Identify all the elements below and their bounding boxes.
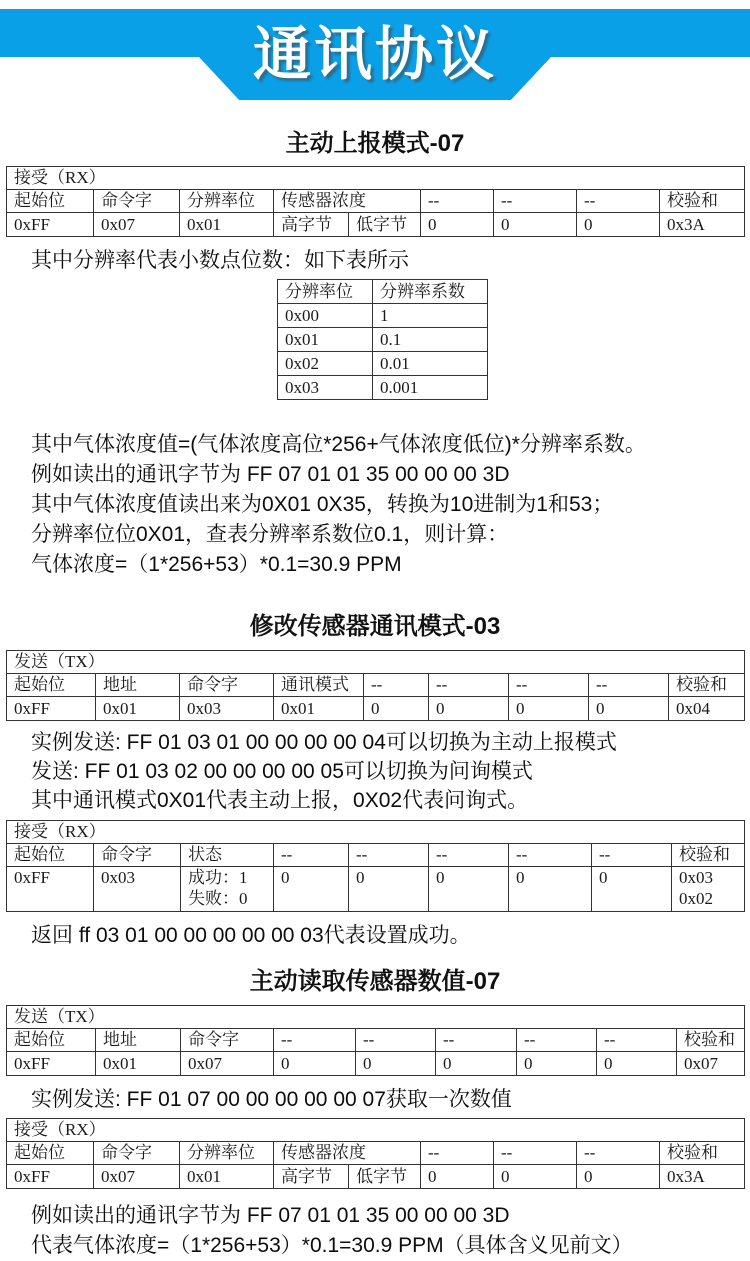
header-cell: -- [356, 1029, 436, 1052]
value-cell: 0 [429, 867, 509, 912]
value-cell: 0 [429, 697, 509, 721]
header-cell: -- [349, 844, 429, 867]
status-line: 失败：0 [188, 889, 248, 908]
value-cell: 0 [421, 1165, 494, 1189]
header-cell: 命令字 [181, 1029, 274, 1052]
value-cell: 0x01 [180, 1165, 274, 1189]
checksum-line: 0x03 [679, 868, 713, 887]
value-cell: 0 [509, 867, 592, 912]
header-cell: -- [517, 1029, 597, 1052]
header-cell: -- [589, 674, 669, 697]
value-cell: 0 [494, 213, 577, 237]
header-cell: 传感器浓度 [274, 1142, 421, 1165]
header-cell: -- [429, 844, 509, 867]
header-cell: 起始位 [7, 190, 94, 213]
header-cell: 分辨率位 [278, 280, 373, 304]
header-cell: 校验和 [660, 1142, 745, 1165]
header-cell: 命令字 [94, 190, 180, 213]
table-caption: 发送（TX） [7, 651, 745, 674]
section2-title: 修改传感器通讯模式-03 [249, 613, 501, 640]
value-cell: 0x03 [278, 376, 373, 400]
header-cell: 命令字 [94, 844, 181, 867]
section3-tx-table [6, 1005, 745, 1076]
value-cell: 0x00 [278, 304, 373, 328]
section2-note: 返回 ff 03 01 00 00 00 00 00 03代表设置成功。 [31, 924, 471, 947]
header-cell: -- [509, 844, 592, 867]
value-cell: 0x07 [94, 1165, 180, 1189]
header-cell: 校验和 [672, 844, 745, 867]
value-cell: 0x04 [669, 697, 745, 721]
value-cell: 0xFF [7, 1165, 94, 1189]
value-cell: 0 [577, 1165, 660, 1189]
header-cell: 通讯模式 [274, 674, 364, 697]
value-cell: 0xFF [7, 867, 94, 912]
value-cell: 0x3A [660, 1165, 745, 1189]
value-cell: 0 [274, 1052, 356, 1076]
header-cell: -- [436, 1029, 517, 1052]
resolution-note: 其中分辨率代表小数点位数：如下表所示 [31, 249, 409, 272]
value-cell: 0x3A [660, 213, 745, 237]
value-cell: 1 [373, 304, 488, 328]
value-cell: 0.001 [373, 376, 488, 400]
section1-title: 主动上报模式-07 [285, 130, 465, 157]
body-line: 其中气体浓度值读出来为0X01 0X35，转换为10进制为1和53； [31, 493, 614, 516]
value-cell: 0 [494, 1165, 577, 1189]
header-cell: -- [494, 190, 577, 213]
section3-note: 实例发送: FF 01 07 00 00 00 00 00 07获取一次数值 [31, 1088, 512, 1111]
section2-tx-table [6, 650, 745, 721]
header-cell: -- [364, 674, 429, 697]
header-cell: 起始位 [7, 674, 96, 697]
value-cell: 0x01 [278, 328, 373, 352]
body-line: 发送: FF 01 03 02 00 00 00 00 05可以切换为问询模式 [31, 760, 533, 783]
status-cell [181, 867, 274, 912]
value-cell: 0.01 [373, 352, 488, 376]
section1-rx-table [6, 166, 745, 237]
table-caption: 接受（RX） [7, 1119, 745, 1142]
section2-rx-table [6, 820, 745, 912]
section3-paragraph [31, 1201, 750, 1261]
body-line: 分辨率位位0X01，查表分辨率系数位0.1，则计算： [31, 523, 509, 546]
header-cell: 命令字 [94, 1142, 180, 1165]
table-caption: 接受（RX） [7, 821, 745, 844]
value-cell: 0x02 [278, 352, 373, 376]
header-cell: 分辨率位 [180, 190, 274, 213]
header-cell: -- [597, 1029, 677, 1052]
value-cell: 0 [577, 213, 660, 237]
header-cell: 地址 [96, 1029, 181, 1052]
header-cell: -- [577, 190, 660, 213]
value-cell: 高字节 [274, 213, 349, 237]
body-line: 代表气体浓度=（1*256+53）*0.1=30.9 PPM（具体含义见前文） [31, 1234, 633, 1257]
header-cell: 地址 [96, 674, 180, 697]
value-cell: 0xFF [7, 697, 96, 721]
value-cell: 0 [597, 1052, 677, 1076]
value-cell: 0.1 [373, 328, 488, 352]
header-cell: -- [577, 1142, 660, 1165]
header-cell: -- [274, 1029, 356, 1052]
value-cell: 低字节 [349, 1165, 421, 1189]
page-title: 通讯协议 [252, 22, 497, 87]
checksum-cell [672, 867, 745, 912]
checksum-line: 0x02 [679, 889, 713, 908]
header-cell: -- [509, 674, 589, 697]
resolution-table [277, 279, 488, 400]
header-cell: -- [421, 190, 494, 213]
value-cell: 0 [517, 1052, 597, 1076]
value-cell: 0x01 [96, 697, 180, 721]
body-line: 例如读出的通讯字节为 FF 07 01 01 35 00 00 00 3D [31, 1204, 510, 1227]
header-cell: 状态 [181, 844, 274, 867]
value-cell: 0x07 [181, 1052, 274, 1076]
header-cell: 起始位 [7, 1142, 94, 1165]
header-cell: 命令字 [180, 674, 274, 697]
body-line: 例如读出的通讯字节为 FF 07 01 01 35 00 00 00 3D [31, 463, 510, 486]
header-cell: 起始位 [7, 1029, 96, 1052]
table-caption: 发送（TX） [7, 1006, 745, 1029]
value-cell: 0 [436, 1052, 517, 1076]
header-cell: -- [592, 844, 672, 867]
section3-title: 主动读取传感器数值-07 [249, 968, 501, 995]
header-cell: 起始位 [7, 844, 94, 867]
value-cell: 0 [589, 697, 669, 721]
value-cell: 0 [274, 867, 349, 912]
body-line: 实例发送: FF 01 03 01 00 00 00 00 04可以切换为主动上报模式 [31, 731, 617, 754]
value-cell: 0 [421, 213, 494, 237]
value-cell: 0 [356, 1052, 436, 1076]
value-cell: 0x03 [94, 867, 181, 912]
value-cell: 0x07 [677, 1052, 745, 1076]
value-cell: 0 [349, 867, 429, 912]
header-cell: -- [429, 674, 509, 697]
header-cell: -- [274, 844, 349, 867]
value-cell: 0 [509, 697, 589, 721]
banner [0, 9, 750, 100]
header-cell: 分辨率系数 [373, 280, 488, 304]
status-line: 成功：1 [188, 868, 248, 887]
header-cell: 校验和 [660, 190, 745, 213]
body-line: 气体浓度=（1*256+53）*0.1=30.9 PPM [31, 553, 402, 576]
header-cell: 分辨率位 [180, 1142, 274, 1165]
body-line: 其中气体浓度值=(气体浓度高位*256+气体浓度低位)*分辨率系数。 [31, 433, 646, 456]
header-cell: -- [421, 1142, 494, 1165]
table-caption: 接受（RX） [7, 167, 745, 190]
header-cell: 校验和 [669, 674, 745, 697]
value-cell: 低字节 [349, 213, 421, 237]
section1-paragraph [31, 430, 750, 580]
section2-paragraph [31, 728, 750, 815]
header-cell: 校验和 [677, 1029, 745, 1052]
value-cell: 0x01 [274, 697, 364, 721]
section3-rx-table [6, 1118, 745, 1189]
value-cell: 0x03 [180, 697, 274, 721]
header-cell: -- [494, 1142, 577, 1165]
value-cell: 0x01 [96, 1052, 181, 1076]
body-line: 其中通讯模式0X01代表主动上报，0X02代表问询式。 [31, 789, 529, 812]
value-cell: 0xFF [7, 213, 94, 237]
value-cell: 高字节 [274, 1165, 349, 1189]
value-cell: 0 [364, 697, 429, 721]
value-cell: 0 [592, 867, 672, 912]
value-cell: 0xFF [7, 1052, 96, 1076]
value-cell: 0x07 [94, 213, 180, 237]
header-cell: 传感器浓度 [274, 190, 421, 213]
value-cell: 0x01 [180, 213, 274, 237]
protocol-document-page [0, 9, 750, 1257]
